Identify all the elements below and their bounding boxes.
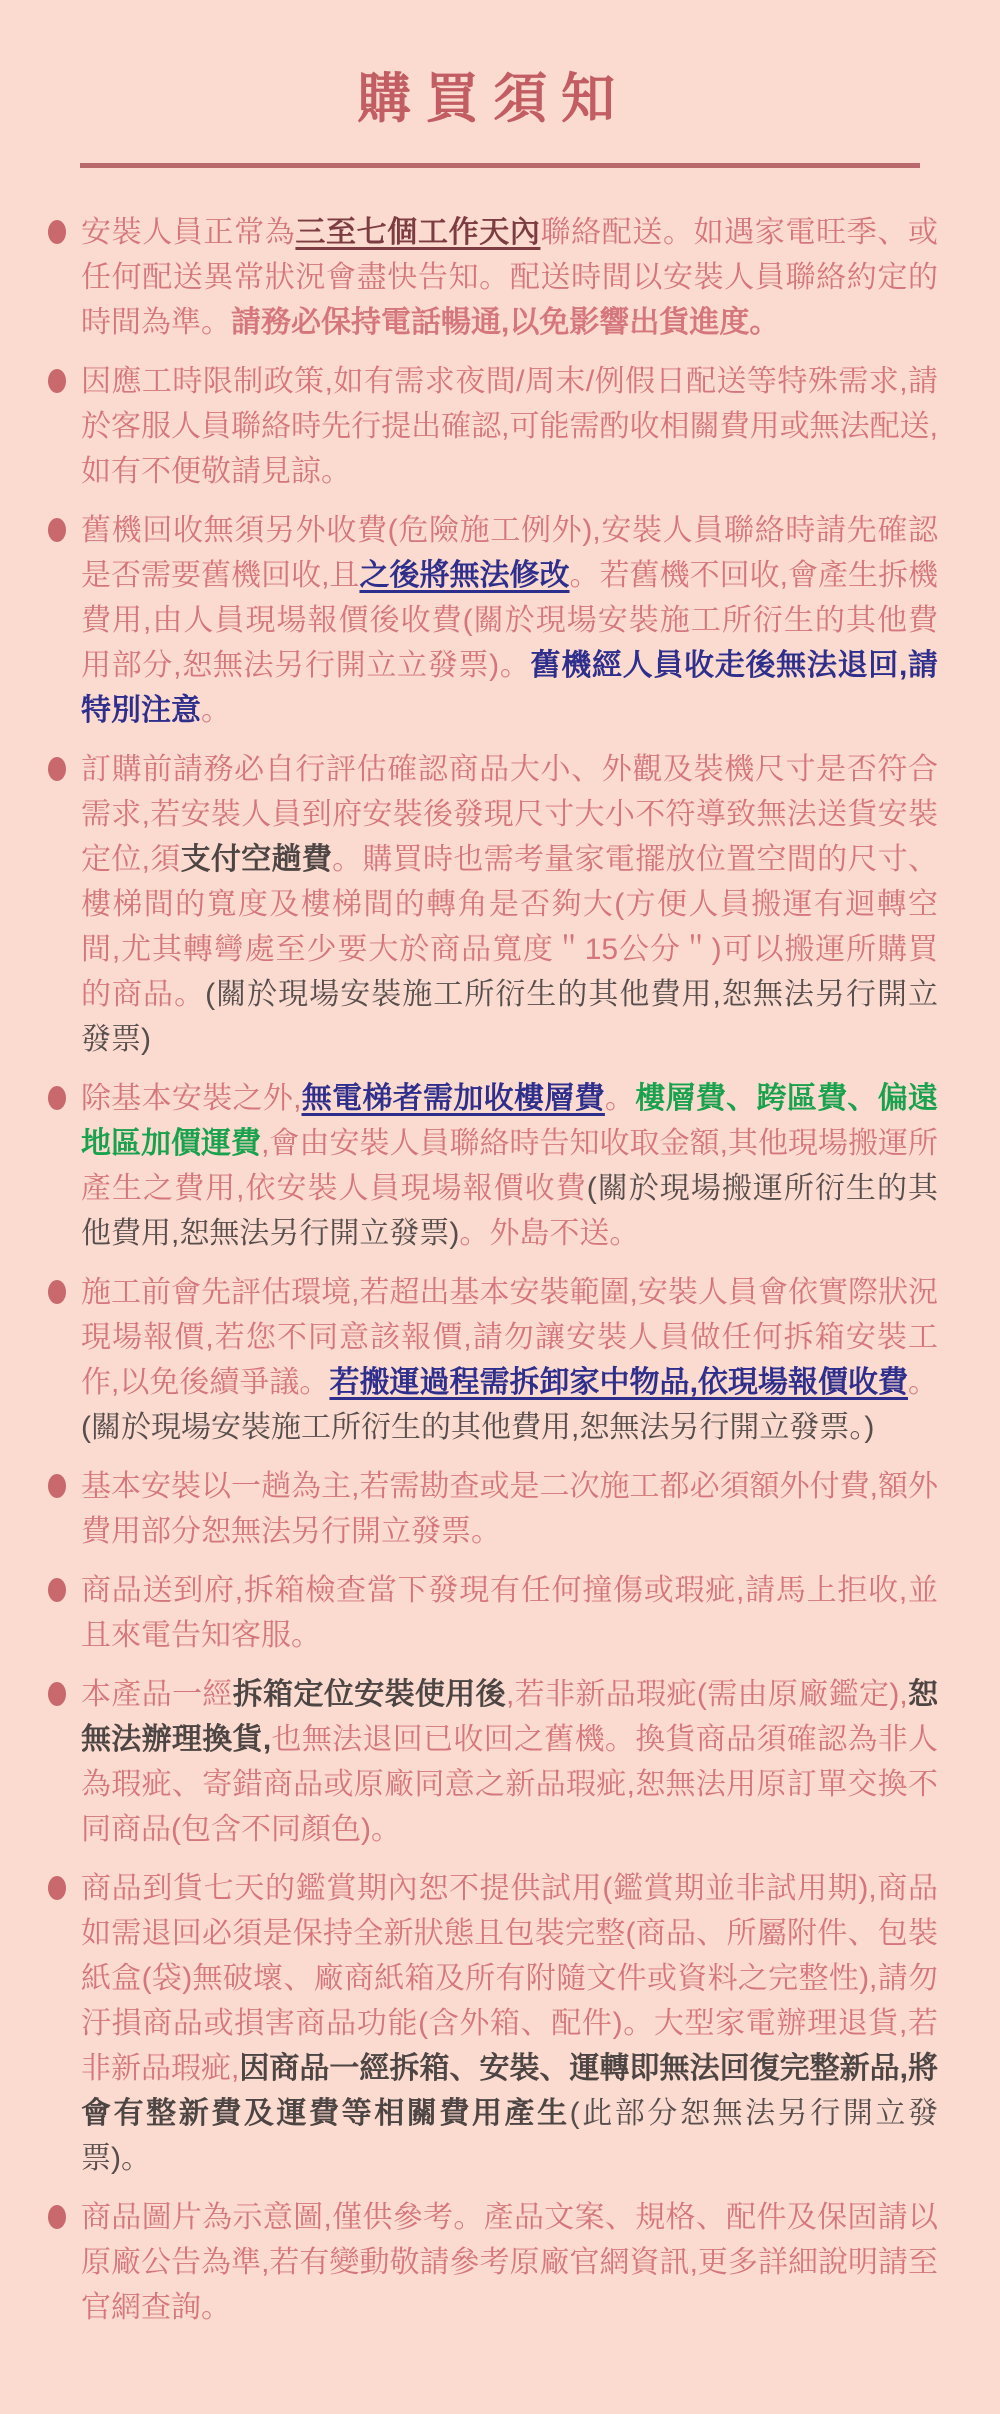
notice-segment: 。 (908, 1366, 938, 1399)
notice-item (48, 1270, 938, 1450)
notice-segment: 支付空趟費 (180, 843, 333, 876)
notice-segment: (關於現場搬運所衍生的其他費用,恕無法另行開立發票) (81, 1172, 938, 1250)
notice-text (81, 1672, 938, 1852)
notice-segment: 本產品一經 (81, 1678, 233, 1711)
notice-segment: 。 (604, 1082, 636, 1115)
notice-segment: 樓層費、跨區費、偏遠地區加價運費 (81, 1082, 939, 1160)
notice-segment: 無電梯者需加收樓層費 (301, 1082, 605, 1115)
notice-text (81, 1270, 938, 1450)
notice-segment: ,若非新品瑕疵(需由原廠鑑定), (506, 1678, 908, 1711)
notice-text (81, 1076, 938, 1256)
notice-segment: 。外島不送。 (459, 1217, 640, 1250)
notice-segment: 若搬運過程需拆卸家中物品,依現場報價收費 (329, 1366, 908, 1399)
notice-item (48, 2195, 938, 2330)
notice-segment: 施工前會先評估環境,若超出基本安裝範圍,安裝人員會依實際狀況現場報價,若您不同意該報價,請勿讓安裝人員做任何拆箱安裝工作,以免後續爭議。 (81, 1276, 938, 1399)
notice-text (81, 1866, 938, 2181)
notice-segment: ,會由安裝人員聯絡時告知收取金額,其他現場搬運所產生之費用,依安裝人員現場報價收費 (81, 1127, 939, 1205)
notice-segment: 舊機經人員收走後無法退回,請特別注意 (81, 649, 938, 727)
bullet-icon (48, 1280, 66, 1304)
notice-segment: 。購買時也需考量家電擺放位置空間的尺寸、樓梯間的寬度及樓梯間的轉角是否夠大(方便人員搬運有迴轉空間,尤其轉彎處至少要大於商品寬度＂15公分＂)可以搬運所購買的商品。 (81, 843, 938, 1011)
notice-segment: 也無法退回已收回之舊機。換貨商品須確認為非人為瑕疵、寄錯商品或原廠同意之新品瑕疵,恕無法用原訂單交換不同商品(包含不同顏色)。 (81, 1723, 939, 1846)
notice-segment: 恕無法辦理換貨, (81, 1678, 939, 1756)
notice-item (48, 747, 938, 1062)
notice-text (81, 210, 938, 345)
notice-segment: 商品到貨七天的鑑賞期內恕不提供試用(鑑賞期並非試用期),商品如需退回必須是保持全新狀態且包裝完整(商品、所屬附件、包裝紙盒(袋)無破壞、廠商紙箱及所有附隨文件或資料之完整性),請勿汙損商品或損害商品功能(含外箱、配件)。大型家電辦理退貨,若非新品瑕疵, (81, 1872, 938, 2085)
bullet-icon (48, 1474, 66, 1498)
notice-segment: 三至七個工作天內 (295, 216, 541, 249)
notice-item (48, 508, 938, 733)
notice-segment: 聯絡配送。如遇家電旺季、或任何配送異常狀況會盡快告知。配送時間以安裝人員聯絡約定的時間為準。 (81, 216, 939, 339)
notice-item (48, 1076, 938, 1256)
notice-segment: 。 (201, 694, 231, 727)
bullet-icon (48, 220, 66, 244)
notice-segment: 商品圖片為示意圖,僅供參考。產品文案、規格、配件及保固請以原廠公告為準,若有變動敬請參考原廠官網資訊,更多詳細說明請至官網查詢。 (81, 2201, 938, 2324)
notice-text (81, 359, 938, 494)
notice-text (81, 1568, 938, 1658)
bullet-icon (48, 1086, 66, 1110)
notice-segment: 之後將無法修改 (359, 559, 570, 592)
bullet-icon (48, 1578, 66, 1602)
page-title: 購買須知 (357, 69, 629, 129)
bullet-icon (48, 757, 66, 781)
notice-segment: 訂購前請務必自行評估確認商品大小、外觀及裝機尺寸是否符合需求,若安裝人員到府安裝後發現尺寸大小不符導致無法送貨安裝定位,須 (81, 753, 938, 876)
notice-segment: 請務必保持電話暢通,以免影響出貨進度。 (231, 306, 780, 339)
bullet-icon (48, 369, 66, 393)
bullet-icon (48, 1682, 66, 1706)
notice-text (81, 2195, 938, 2330)
notice-text (81, 1464, 938, 1554)
bullet-icon (48, 1876, 66, 1900)
notice-segment: 拆箱定位安裝使用後 (232, 1678, 507, 1711)
notice-item (48, 210, 938, 345)
notice-segment: 商品送到府,拆箱檢查當下發現有任何撞傷或瑕疵,請馬上拒收,並且來電告知客服。 (81, 1574, 938, 1652)
notice-segment: 安裝人員正常為 (81, 216, 296, 249)
notice-segment: 。若舊機不回收,會產生拆機費用,由人員現場報價後收費(關於現場安裝施工所衍生的其他費用部分,恕無法另行開立立發票)。 (81, 559, 938, 682)
bullet-icon (48, 2205, 66, 2229)
notice-text (81, 508, 938, 733)
notice-item (48, 1464, 938, 1554)
notice-item (48, 1672, 938, 1852)
notice-segment: 因商品一經拆箱、安裝、運轉即無法回復完整新品,將會有整新費及運費等相關費用產生 (81, 2052, 938, 2130)
notice-item (48, 1866, 938, 2181)
notice-list (48, 210, 938, 2330)
notice-segment: 因應工時限制政策,如有需求夜間/周末/例假日配送等特殊需求,請於客服人員聯絡時先行提出確認,可能需酌收相關費用或無法配送,如有不便敬請見諒。 (81, 365, 938, 488)
notice-item (48, 1568, 938, 1658)
notice-segment: 基本安裝以一趟為主,若需勘查或是二次施工都必須額外付費,額外費用部分恕無法另行開立發票。 (81, 1470, 938, 1548)
notice-segment: 除基本安裝之外, (81, 1082, 302, 1115)
notice-item (48, 359, 938, 494)
notice-segment: 舊機回收無須另外收費(危險施工例外),安裝人員聯絡時請先確認是否需要舊機回收,且 (81, 514, 938, 592)
notice-segment: (此部分恕無法另行開立發票)。 (81, 2097, 938, 2175)
notice-text (81, 747, 938, 1062)
title-divider (80, 163, 920, 168)
notice-segment: (關於現場安裝施工所衍生的其他費用,恕無法另行開立發票。) (81, 1411, 875, 1444)
bullet-icon (48, 518, 66, 542)
notice-segment: (關於現場安裝施工所衍生的其他費用,恕無法另行開立發票) (81, 978, 939, 1056)
